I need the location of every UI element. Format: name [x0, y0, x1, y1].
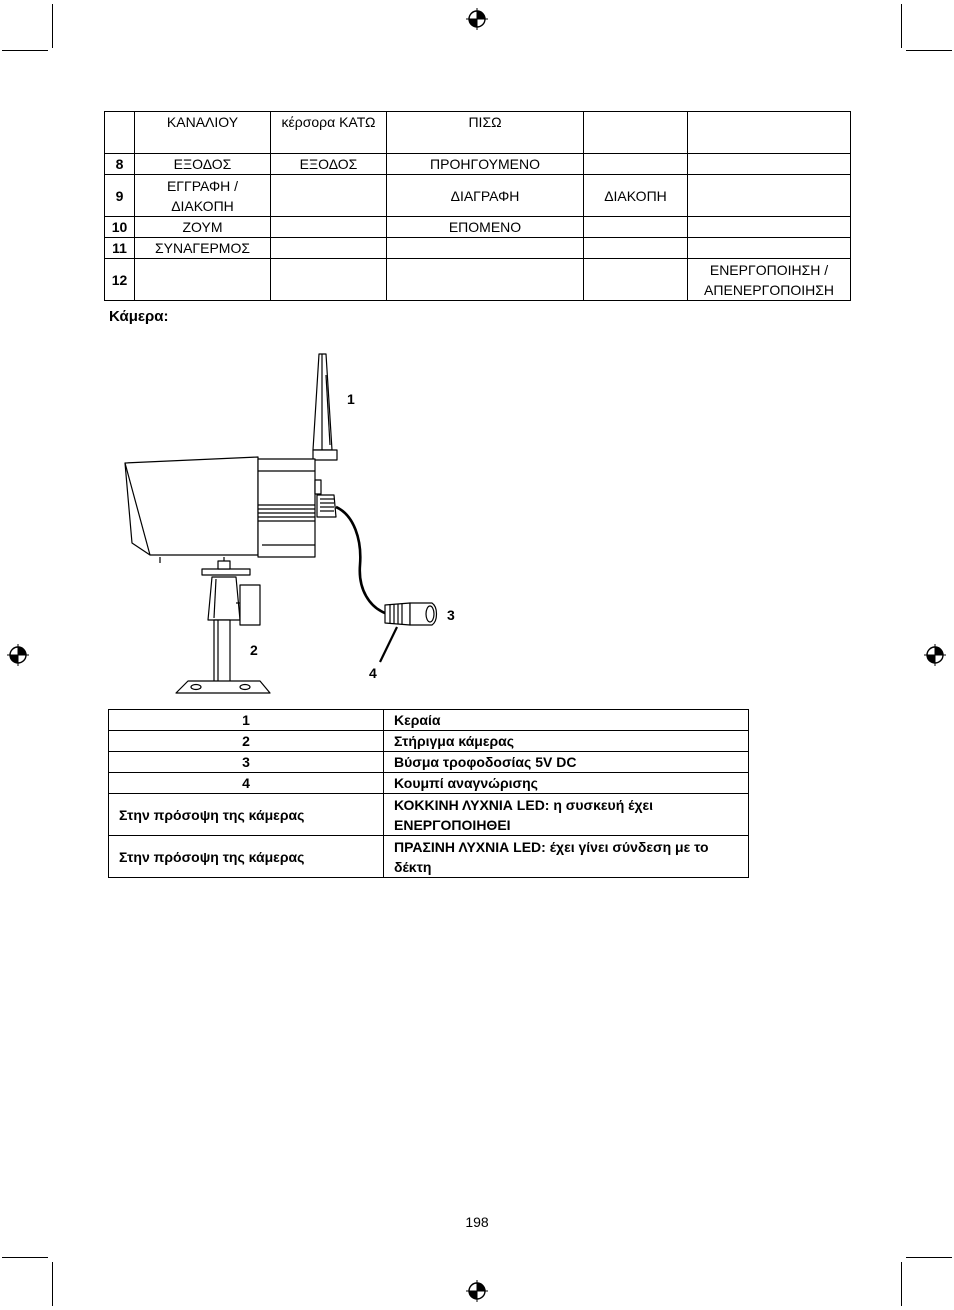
row-number: 10	[105, 217, 135, 238]
callout-power-plug: 3	[447, 607, 455, 623]
table-row	[105, 175, 851, 217]
table-cell	[688, 217, 851, 238]
table-cell	[584, 259, 688, 301]
table-cell	[688, 238, 851, 259]
table-row	[105, 112, 851, 154]
row-number: 9	[105, 175, 135, 217]
registration-mark-icon	[7, 644, 29, 666]
crop-mark	[901, 4, 902, 48]
legend-label: 2	[109, 731, 384, 752]
camera-diagram	[110, 345, 490, 700]
crop-mark	[906, 1257, 952, 1258]
legend-description: Στήριγμα κάμερας	[384, 731, 749, 752]
table-cell	[135, 259, 271, 301]
row-number: 8	[105, 154, 135, 175]
table-row	[109, 752, 749, 773]
row-number	[105, 112, 135, 154]
crop-mark	[901, 1262, 902, 1306]
table-cell	[271, 259, 387, 301]
camera-heading: Κάμερα:	[109, 308, 169, 325]
callout-stand: 2	[250, 642, 258, 658]
table-cell: ΠΡΟΗΓΟΥΜΕΝΟ	[387, 154, 584, 175]
table-cell	[271, 175, 387, 217]
table-cell: ΕΝΕΡΓΟΠΟΙΗΣΗ / ΑΠΕΝΕΡΓΟΠΟΙΗΣΗ	[688, 259, 851, 301]
table-cell: ΕΞΟΔΟΣ	[135, 154, 271, 175]
table-cell	[688, 154, 851, 175]
row-number: 11	[105, 238, 135, 259]
callout-antenna: 1	[347, 391, 355, 407]
legend-description: ΠΡΑΣΙΝΗ ΛΥΧΝΙΑ LED: έχει γίνει σύνδεση με το δέκτη	[384, 836, 749, 878]
table-cell: κέρσορα ΚΑΤΩ	[271, 112, 387, 154]
crop-mark	[906, 50, 952, 51]
table-cell: ΚΑΝΑΛΙΟΥ	[135, 112, 271, 154]
table-cell: ΖΟΥΜ	[135, 217, 271, 238]
table-row	[109, 773, 749, 794]
table-cell	[271, 217, 387, 238]
legend-label: 3	[109, 752, 384, 773]
table-cell: ΔΙΑΚΟΠΗ	[584, 175, 688, 217]
remote-buttons-table	[104, 111, 851, 301]
registration-mark-icon	[466, 8, 488, 30]
table-row	[105, 154, 851, 175]
table-cell: ΕΠΟΜΕΝΟ	[387, 217, 584, 238]
table-cell	[584, 217, 688, 238]
legend-description: ΚΟΚΚΙΝΗ ΛΥΧΝΙΑ LED: η συσκευή έχει ΕΝΕΡΓΟΠΟΙΗΘΕΙ	[384, 794, 749, 836]
crop-mark	[2, 1257, 48, 1258]
legend-label: 1	[109, 710, 384, 731]
table-cell	[584, 112, 688, 154]
table-cell: ΕΞΟΔΟΣ	[271, 154, 387, 175]
table-row	[109, 731, 749, 752]
camera-legend-table	[108, 709, 749, 878]
row-number: 12	[105, 259, 135, 301]
crop-mark	[52, 1262, 53, 1306]
table-cell	[688, 112, 851, 154]
registration-mark-icon	[466, 1280, 488, 1302]
page-number: 198	[465, 1214, 489, 1230]
registration-mark-icon	[924, 644, 946, 666]
legend-label: 4	[109, 773, 384, 794]
table-cell	[584, 154, 688, 175]
table-cell: ΔΙΑΓΡΑΦΗ	[387, 175, 584, 217]
table-cell	[271, 238, 387, 259]
legend-label: Στην πρόσοψη της κάμερας	[109, 836, 384, 878]
camera-illustration	[110, 345, 490, 700]
table-cell: ΕΓΓΡΑΦΗ / ΔΙΑΚΟΠΗ	[135, 175, 271, 217]
legend-label: Στην πρόσοψη της κάμερας	[109, 794, 384, 836]
legend-description: Κουμπί αναγνώρισης	[384, 773, 749, 794]
table-row	[105, 259, 851, 301]
table-cell	[584, 238, 688, 259]
table-cell: ΠΙΣΩ	[387, 112, 584, 154]
table-row	[109, 710, 749, 731]
table-cell: ΣΥΝΑΓΕΡΜΟΣ	[135, 238, 271, 259]
crop-mark	[52, 4, 53, 48]
table-row	[105, 217, 851, 238]
crop-mark	[2, 50, 48, 51]
table-row	[105, 238, 851, 259]
table-row	[109, 794, 749, 836]
table-row	[109, 836, 749, 878]
table-cell	[688, 175, 851, 217]
table-cell	[387, 238, 584, 259]
legend-description: Κεραία	[384, 710, 749, 731]
callout-pairing-button: 4	[369, 665, 377, 681]
legend-description: Βύσμα τροφοδοσίας 5V DC	[384, 752, 749, 773]
table-cell	[387, 259, 584, 301]
